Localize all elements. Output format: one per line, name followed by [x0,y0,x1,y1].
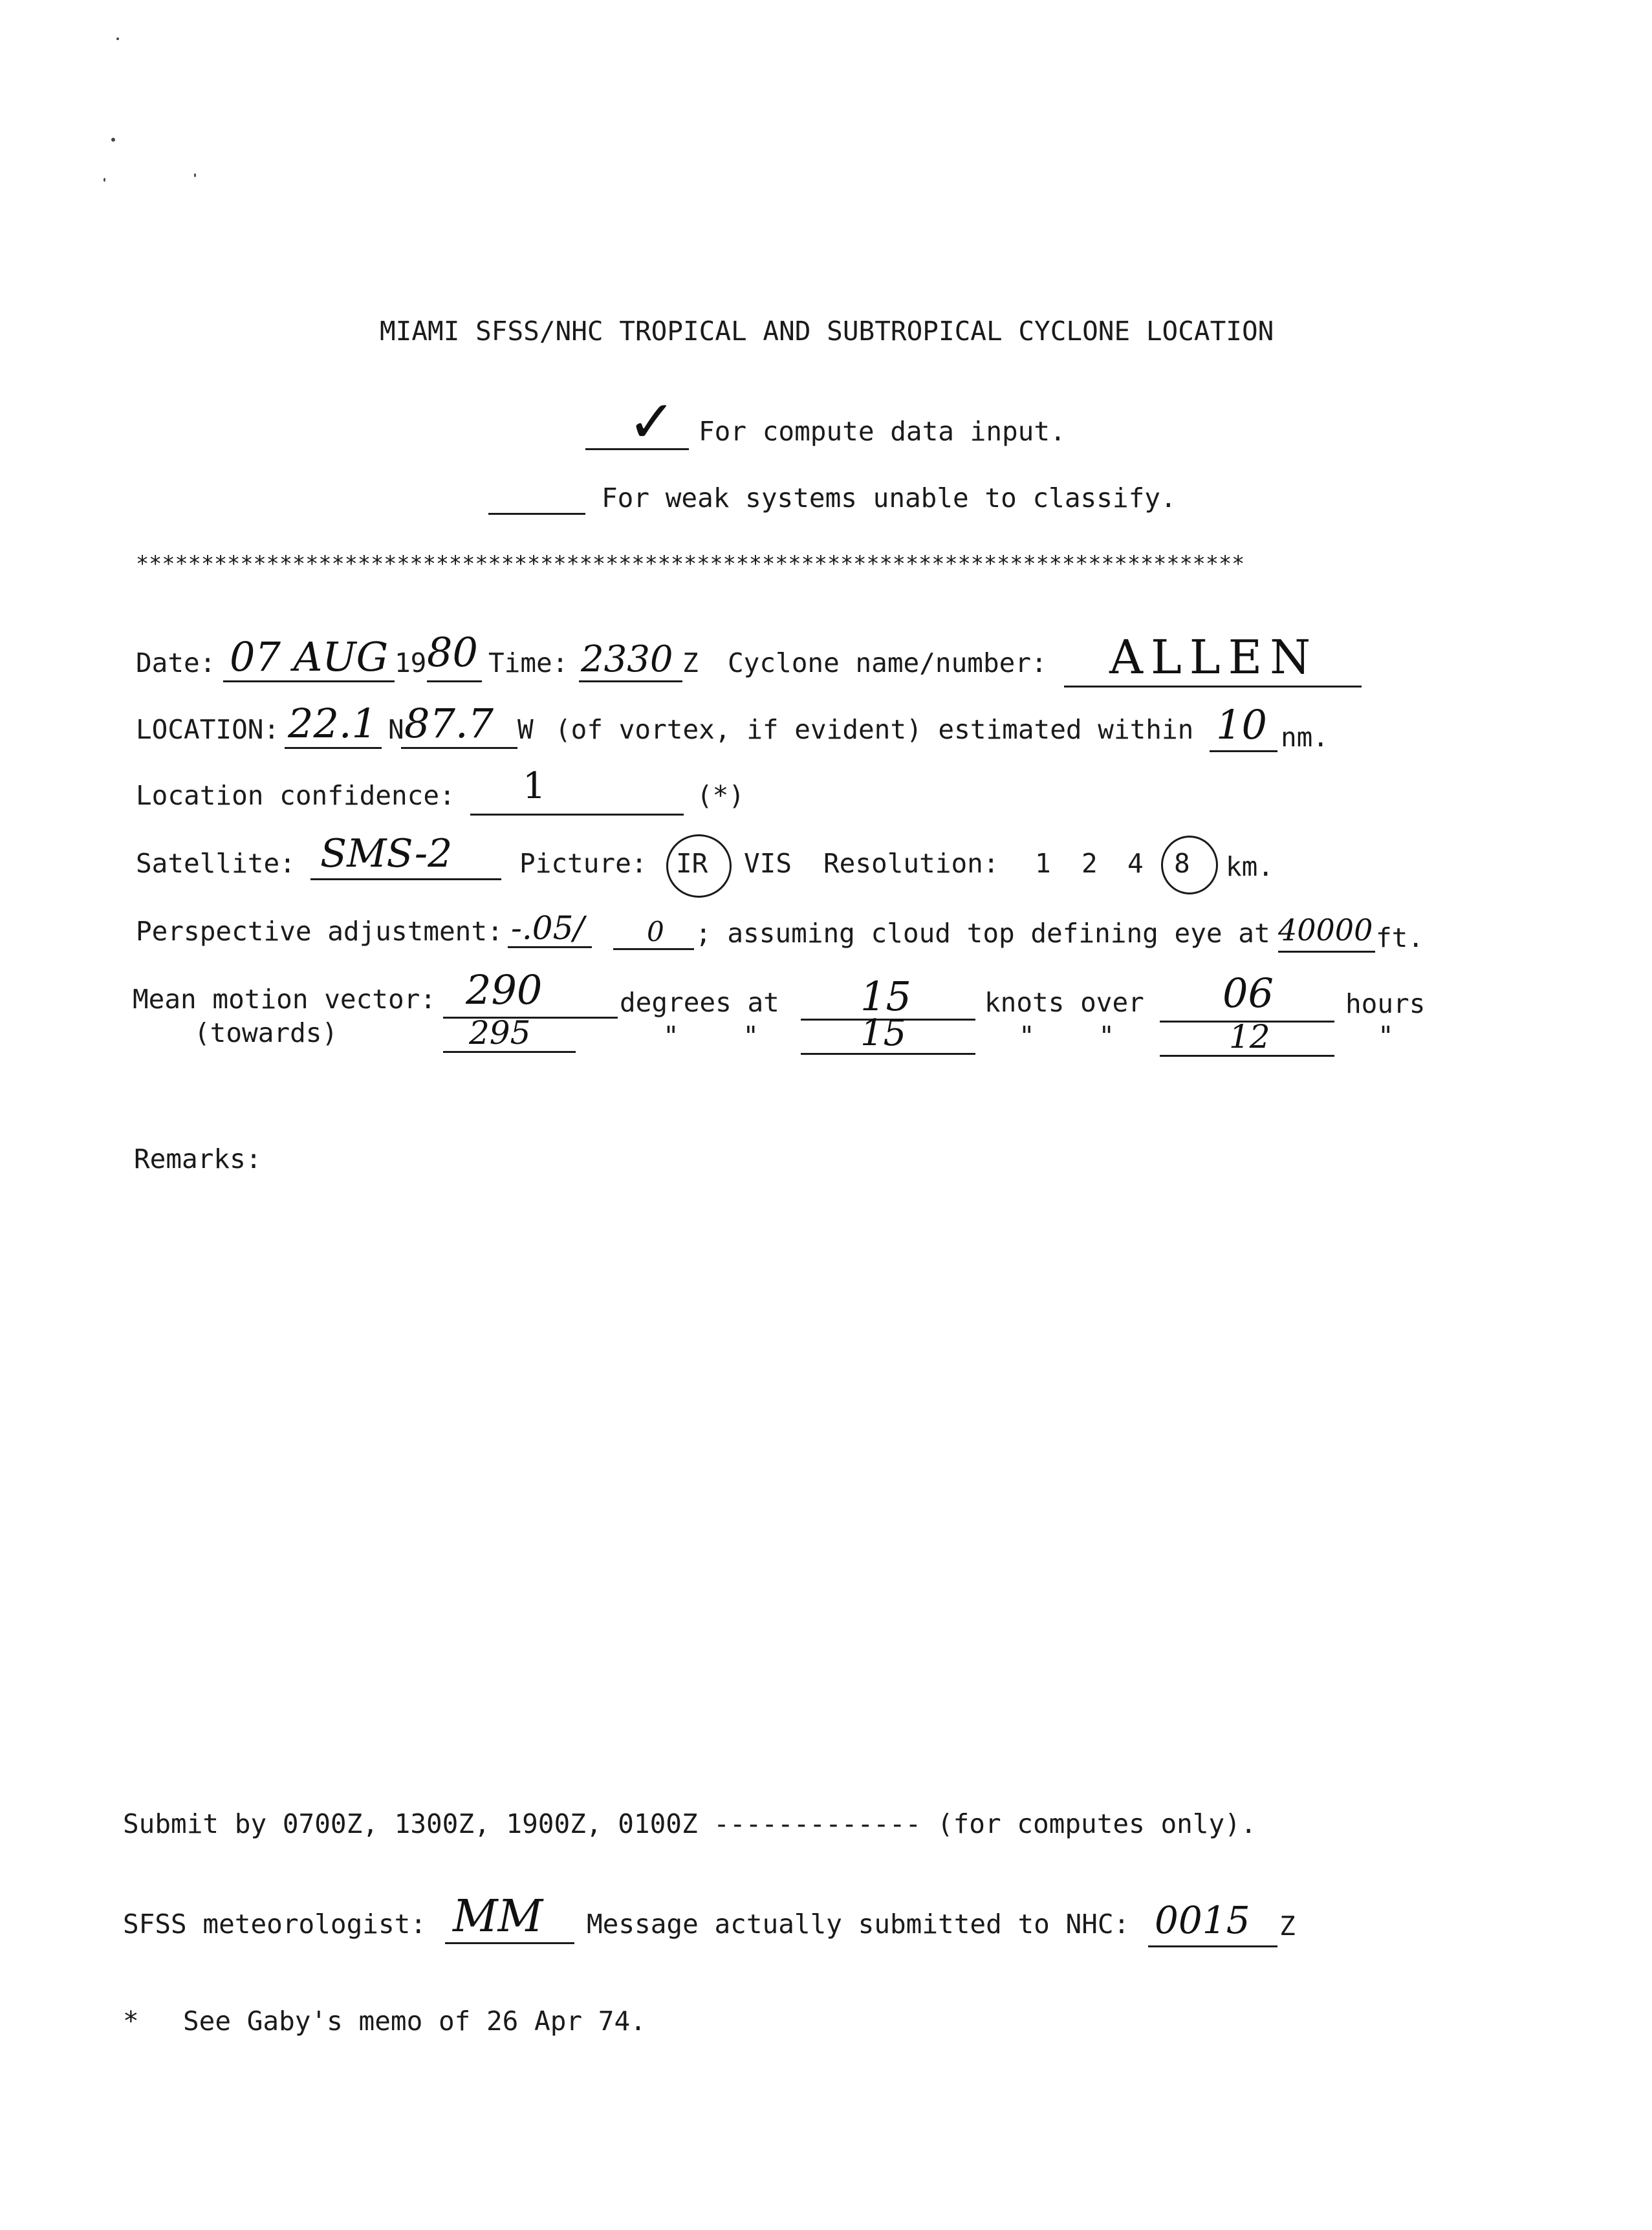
year-underline [427,680,482,682]
weak-check-line [488,513,585,515]
year-value: 80 [427,629,478,676]
date-value: 07 AUG [230,633,389,680]
perspective-height-underline [1278,951,1375,953]
message-underline [1148,1945,1277,1947]
motion-degrees-1: 290 [466,966,543,1013]
compute-check-mark: ✓ [627,388,677,456]
meteorologist-value: MM [453,1891,543,1942]
compute-check-label: For compute data input. [699,416,1066,447]
resolution-4: 4 [1127,848,1144,879]
perspective-height: 40000 [1278,913,1373,947]
hours-label: hours [1345,988,1426,1019]
scan-speck [111,138,115,142]
scan-speck [103,178,105,182]
lat-suffix: N [388,714,404,745]
motion-hours-2: 12 [1229,1018,1270,1055]
resolution-8: 8 [1174,848,1190,879]
year-prefix: 19 [395,647,427,678]
picture-ir: IR [676,848,708,879]
time-suffix: Z [682,647,699,678]
degrees-at-label: degrees at [620,987,779,1018]
motion-degrees-2: 295 [469,1014,531,1052]
perspective-unit: ft. [1376,922,1424,953]
picture-vis: VIS [744,848,792,879]
meteorologist-underline [445,1942,574,1944]
resolution-label: Resolution: [823,848,999,879]
lon-underline [401,747,517,749]
date-underline [223,680,395,682]
perspective-underline-2 [613,948,694,950]
time-underline [579,680,682,682]
message-suffix: Z [1279,1911,1296,1942]
lat-value: 22.1 [288,700,378,747]
perspective-text: ; assuming cloud top defining eye at [695,918,1270,949]
cyclone-value: ALLEN [1109,630,1319,684]
perspective-value-1: -.05/ [511,909,585,947]
motion-towards: (towards) [194,1017,338,1048]
cyclone-underline [1064,686,1362,687]
resolution-2: 2 [1081,848,1098,879]
motion-knots-1: 15 [860,973,911,1020]
ditto-degrees: " " [663,1021,759,1052]
date-label: Date: [136,647,216,678]
motion-degrees-underline-2 [443,1051,576,1053]
picture-label: Picture: [519,848,647,879]
lon-suffix: W [517,714,534,745]
weak-check-label: For weak systems unable to classify. [602,482,1177,514]
confidence-label: Location confidence: [136,780,455,811]
resolution-1: 1 [1035,848,1051,879]
scan-speck [194,173,196,177]
motion-hours-1: 06 [1223,969,1274,1017]
confidence-underline [470,814,684,816]
ditto-knots: " " [1019,1021,1115,1052]
within-underline [1210,750,1277,752]
satellite-label: Satellite: [136,848,296,879]
lon-value: 87.7 [404,700,494,747]
meteorologist-label: SFSS meteorologist: [123,1909,426,1940]
within-value: 10 [1216,701,1267,748]
satellite-value: SMS-2 [320,831,453,876]
knots-over-label: knots over [984,987,1144,1018]
time-value: 2330 [581,638,673,680]
confidence-value: 1 [523,765,546,807]
within-unit: nm. [1281,722,1329,753]
form-title: MIAMI SFSS/NHC TROPICAL AND SUBTROPICAL CYCLONE LOCATION [380,316,1274,347]
satellite-underline [310,878,501,880]
remarks-area [134,1190,1492,1772]
message-label: Message actually submitted to NHC: [587,1909,1130,1940]
motion-knots-2: 15 [860,1012,907,1054]
cyclone-label: Cyclone name/number: [728,647,1047,678]
remarks-label: Remarks: [134,1143,262,1175]
confidence-note: (*) [697,780,745,811]
perspective-underline-1 [508,946,592,948]
submit-schedule: Submit by 0700Z, 1300Z, 1900Z, 0100Z ------------- (for computes only). [123,1808,1257,1839]
footnote-star: * [123,2006,139,2037]
motion-knots-underline-2 [801,1053,975,1055]
vortex-text: (of vortex, if evident) estimated within [555,714,1194,745]
perspective-label: Perspective adjustment: [136,916,503,947]
motion-hours-underline-2 [1160,1055,1334,1057]
resolution-unit: km. [1226,851,1274,882]
message-value: 0015 [1155,1898,1250,1942]
footnote-text: See Gaby's memo of 26 Apr 74. [183,2006,646,2037]
asterisk-separator: ************************************************************************************* [136,551,1245,576]
ditto-hours: " [1378,1021,1394,1052]
motion-label: Mean motion vector: [133,984,436,1015]
scan-speck [116,38,119,40]
lat-underline [285,747,382,749]
location-label: LOCATION: [136,714,280,745]
perspective-value-2: 0 [647,916,664,947]
time-label: Time: [488,647,569,678]
